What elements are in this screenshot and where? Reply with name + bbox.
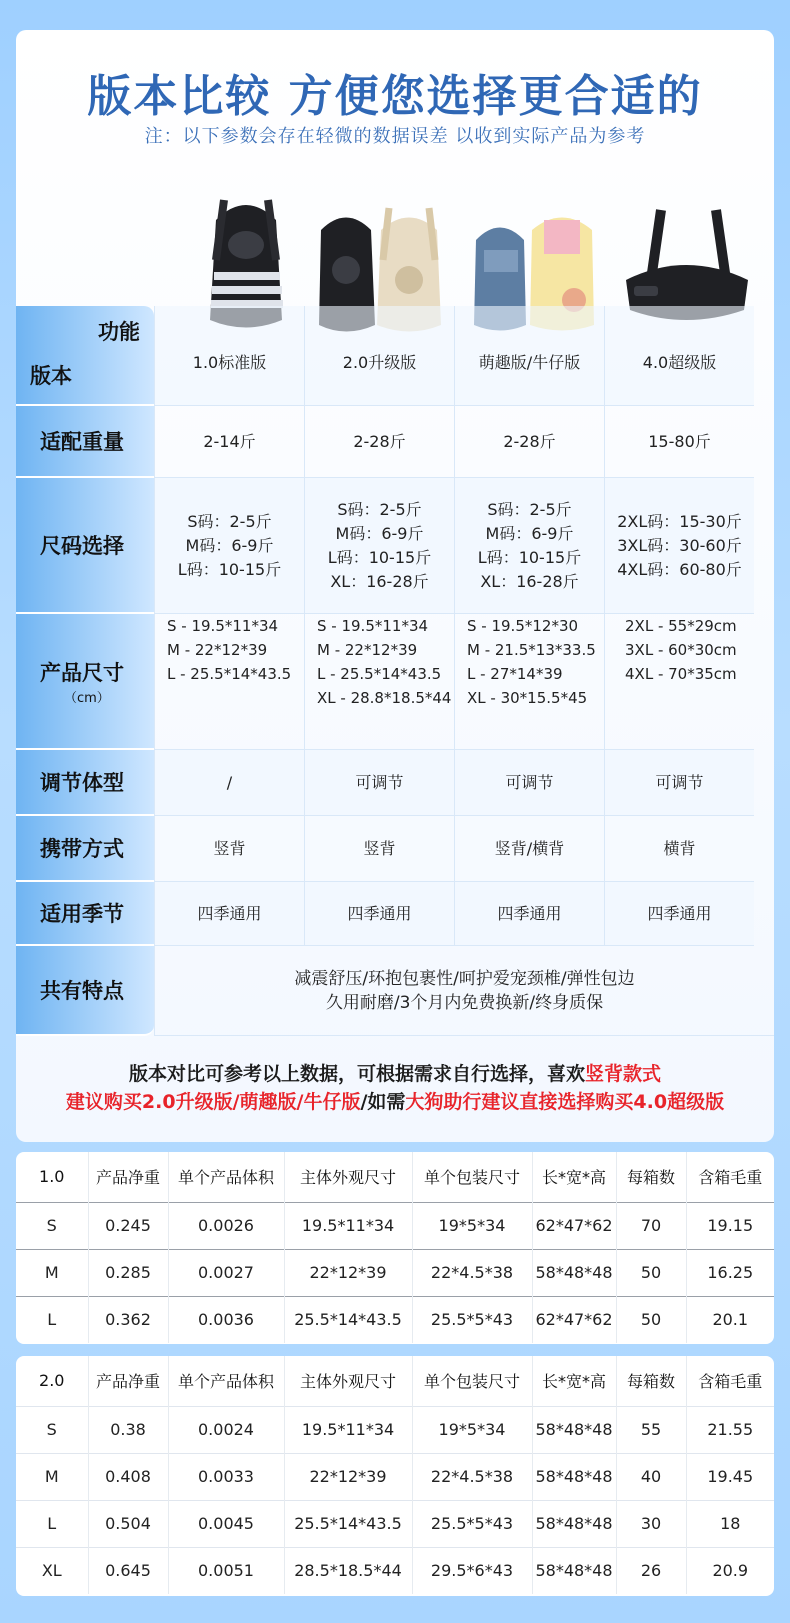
cell: 竖背 bbox=[154, 816, 304, 882]
note-highlight: 建议购买2.0升级版/萌趣版/牛仔版 bbox=[65, 1091, 361, 1113]
spec-cell: 58*48*48 bbox=[532, 1500, 616, 1547]
spec-cell: 25.5*5*43 bbox=[412, 1296, 532, 1343]
cell-line: 2XL码：15-30斤 bbox=[617, 511, 742, 531]
cell bbox=[304, 614, 454, 750]
spec-cell: 0.0026 bbox=[168, 1202, 284, 1249]
cell-line: 3XL码：30-60斤 bbox=[617, 535, 742, 555]
spec-cell: 22*4.5*38 bbox=[412, 1453, 532, 1500]
row-label: 产品尺寸 bbox=[40, 660, 124, 685]
cell-line: L - 25.5*14*43.5 bbox=[317, 665, 442, 683]
spec-header: 主体外观尺寸 bbox=[284, 1152, 412, 1202]
row-carry bbox=[16, 816, 774, 882]
note-text: /如需 bbox=[360, 1091, 406, 1113]
version-name: 2.0升级版 bbox=[304, 306, 454, 406]
row-label: 共有特点 bbox=[16, 946, 154, 1036]
spec-cell: 16.25 bbox=[686, 1249, 774, 1296]
row-season bbox=[16, 882, 774, 946]
spec-cell: S bbox=[16, 1406, 88, 1453]
spec-cell: S bbox=[16, 1202, 88, 1249]
spec-header: 单个产品体积 bbox=[168, 1356, 284, 1406]
spec-cell: 50 bbox=[616, 1249, 686, 1296]
spec-cell: 19*5*34 bbox=[412, 1202, 532, 1249]
spec-cell: 58*48*48 bbox=[532, 1406, 616, 1453]
spec-cell: 25.5*14*43.5 bbox=[284, 1500, 412, 1547]
spec-header: 单个产品体积 bbox=[168, 1152, 284, 1202]
spec-cell: 55 bbox=[616, 1406, 686, 1453]
spec-cell: 70 bbox=[616, 1202, 686, 1249]
common-features bbox=[154, 946, 774, 1036]
cell bbox=[454, 478, 604, 614]
cell-line: S - 19.5*12*30 bbox=[467, 617, 579, 635]
cell-line: M - 22*12*39 bbox=[317, 641, 418, 659]
recommendation-note bbox=[16, 1060, 774, 1116]
spec-version: 2.0 bbox=[39, 1371, 65, 1391]
spec-header: 含箱毛重 bbox=[686, 1356, 774, 1406]
row-sublabel: （cm） bbox=[64, 690, 110, 706]
spec-cell: XL bbox=[16, 1547, 88, 1594]
cell-line: 4XL - 70*35cm bbox=[625, 665, 737, 683]
spec-header-row bbox=[16, 1356, 774, 1406]
cell-line: L码：10-15斤 bbox=[177, 559, 282, 579]
note-highlight: 竖背款式 bbox=[585, 1063, 662, 1085]
spec-header: 长*宽*高 bbox=[532, 1356, 616, 1406]
spec-cell: 0.285 bbox=[88, 1249, 168, 1296]
spec-cell: 0.38 bbox=[88, 1406, 168, 1453]
spec-cell: L bbox=[16, 1296, 88, 1343]
version-name: 1.0标准版 bbox=[154, 306, 304, 406]
spec-cell: 0.0033 bbox=[168, 1453, 284, 1500]
spec-cell: 0.408 bbox=[88, 1453, 168, 1500]
spec-cell: 0.0051 bbox=[168, 1547, 284, 1594]
spec-cell: 58*48*48 bbox=[532, 1453, 616, 1500]
spec-cell: 21.55 bbox=[686, 1406, 774, 1453]
row-size-choice bbox=[16, 478, 774, 614]
version-header-row bbox=[16, 306, 774, 406]
spec-header: 每箱数 bbox=[616, 1152, 686, 1202]
cell bbox=[604, 478, 754, 614]
spec-cell: L bbox=[16, 1500, 88, 1547]
header-corner bbox=[16, 306, 154, 406]
cell-line: S - 19.5*11*34 bbox=[317, 617, 429, 635]
spec-cell: 58*48*48 bbox=[532, 1547, 616, 1594]
cell: 可调节 bbox=[604, 750, 754, 816]
table-row bbox=[16, 1453, 774, 1500]
spec-cell: 0.0045 bbox=[168, 1500, 284, 1547]
spec-cell: 58*48*48 bbox=[532, 1249, 616, 1296]
spec-cell: 62*47*62 bbox=[532, 1296, 616, 1343]
table-row bbox=[16, 1500, 774, 1547]
spec-cell: 19.15 bbox=[686, 1202, 774, 1249]
spec-cell: 0.245 bbox=[88, 1202, 168, 1249]
spec-table-1 bbox=[16, 1152, 774, 1344]
page-subtitle: 注：以下参数会存在轻微的数据误差 以收到实际产品为参考 bbox=[144, 126, 646, 147]
table-row bbox=[16, 1249, 774, 1296]
spec-cell: 0.0036 bbox=[168, 1296, 284, 1343]
cell: 可调节 bbox=[304, 750, 454, 816]
table-row bbox=[16, 1202, 774, 1249]
spec-cell: M bbox=[16, 1249, 88, 1296]
row-label: 尺码选择 bbox=[16, 478, 154, 614]
cell bbox=[304, 478, 454, 614]
spec-header: 含箱毛重 bbox=[686, 1152, 774, 1202]
cell: 四季通用 bbox=[604, 882, 754, 946]
row-label: 适配重量 bbox=[16, 406, 154, 478]
spec-cell: 26 bbox=[616, 1547, 686, 1594]
header-function-label: 功能 bbox=[98, 320, 140, 344]
spec-cell: M bbox=[16, 1453, 88, 1500]
cell: / bbox=[154, 750, 304, 816]
spec-header: 主体外观尺寸 bbox=[284, 1356, 412, 1406]
spec-cell: 0.0027 bbox=[168, 1249, 284, 1296]
cell-line: M - 21.5*13*33.5 bbox=[467, 641, 596, 659]
table-row bbox=[16, 1547, 774, 1594]
table-row bbox=[16, 1406, 774, 1453]
page-title: 版本比较 方便您选择更合适的 bbox=[87, 71, 703, 122]
spec-header: 每箱数 bbox=[616, 1356, 686, 1406]
spec-cell: 22*12*39 bbox=[284, 1249, 412, 1296]
spec-cell: 0.504 bbox=[88, 1500, 168, 1547]
table-row bbox=[16, 1296, 774, 1343]
cell: 15-80斤 bbox=[604, 406, 754, 478]
spec-cell: 19*5*34 bbox=[412, 1406, 532, 1453]
spec-cell: 20.1 bbox=[686, 1296, 774, 1343]
row-adjust bbox=[16, 750, 774, 816]
row-label: 携带方式 bbox=[16, 816, 154, 882]
spec-cell: 0.0024 bbox=[168, 1406, 284, 1453]
cell bbox=[154, 614, 304, 750]
spec-table-2 bbox=[16, 1356, 774, 1596]
cell-line: M码：6-9斤 bbox=[485, 523, 574, 543]
spec-cell: 22*4.5*38 bbox=[412, 1249, 532, 1296]
spec-cell: 25.5*5*43 bbox=[412, 1500, 532, 1547]
spec-cell: 40 bbox=[616, 1453, 686, 1500]
spec-header: 产品净重 bbox=[88, 1356, 168, 1406]
spec-header: 长*宽*高 bbox=[532, 1152, 616, 1202]
cell-line: L码：10-15斤 bbox=[477, 547, 582, 567]
cell-line: M码：6-9斤 bbox=[185, 535, 274, 555]
spec-cell: 20.9 bbox=[686, 1547, 774, 1594]
comparison-card bbox=[16, 30, 774, 1142]
cell-line: 3XL - 60*30cm bbox=[625, 641, 737, 659]
cell: 竖背/横背 bbox=[454, 816, 604, 882]
cell-line: S - 19.5*11*34 bbox=[167, 617, 279, 635]
spec-cell: 19.5*11*34 bbox=[284, 1406, 412, 1453]
note-line-2 bbox=[16, 1088, 774, 1116]
row-label-wrap bbox=[16, 614, 154, 750]
cell-line: M - 22*12*39 bbox=[167, 641, 268, 659]
row-label: 调节体型 bbox=[16, 750, 154, 816]
cell-line: XL - 30*15.5*45 bbox=[467, 689, 588, 707]
common-line: 久用耐磨/3个月内免费换新/终身质保 bbox=[325, 992, 604, 1013]
cell: 2-28斤 bbox=[454, 406, 604, 478]
cell-line: S码：2-5斤 bbox=[487, 499, 572, 519]
row-common bbox=[16, 946, 774, 1036]
cell-line: XL：16-28斤 bbox=[330, 571, 429, 591]
row-weight bbox=[16, 406, 774, 478]
spec-cell: 0.645 bbox=[88, 1547, 168, 1594]
cell: 竖背 bbox=[304, 816, 454, 882]
cell: 四季通用 bbox=[304, 882, 454, 946]
spec-cell: 28.5*18.5*44 bbox=[284, 1547, 412, 1594]
common-line: 减震舒压/环抱包裹性/呵护爱宠颈椎/弹性包边 bbox=[294, 968, 635, 989]
cell-line: L码：10-15斤 bbox=[327, 547, 432, 567]
spec-header: 单个包装尺寸 bbox=[412, 1356, 532, 1406]
cell-line: M码：6-9斤 bbox=[335, 523, 424, 543]
cell-line: XL - 28.8*18.5*44 bbox=[317, 689, 452, 707]
spec-header: 产品净重 bbox=[88, 1152, 168, 1202]
cell-line: 4XL码：60-80斤 bbox=[617, 559, 742, 579]
spec-cell: 29.5*6*43 bbox=[412, 1547, 532, 1594]
cell-line: 2XL - 55*29cm bbox=[625, 617, 737, 635]
spec-cell: 19.5*11*34 bbox=[284, 1202, 412, 1249]
note-highlight: 大狗助行建议直接选择购买4.0超级版 bbox=[405, 1091, 725, 1113]
spec-cell: 0.362 bbox=[88, 1296, 168, 1343]
header-version-label: 版本 bbox=[30, 364, 72, 388]
cell-line: S码：2-5斤 bbox=[337, 499, 422, 519]
spec-cell: 25.5*14*43.5 bbox=[284, 1296, 412, 1343]
cell: 2-28斤 bbox=[304, 406, 454, 478]
row-product-size bbox=[16, 614, 774, 750]
note-line-1 bbox=[16, 1060, 774, 1088]
cell: 四季通用 bbox=[154, 882, 304, 946]
version-name: 4.0超级版 bbox=[604, 306, 754, 406]
cell bbox=[154, 478, 304, 614]
cell-line: XL：16-28斤 bbox=[480, 571, 579, 591]
cell-line: L - 25.5*14*43.5 bbox=[167, 665, 292, 683]
cell bbox=[604, 614, 754, 750]
cell: 四季通用 bbox=[454, 882, 604, 946]
row-label: 适用季节 bbox=[16, 882, 154, 946]
cell-line: S码：2-5斤 bbox=[187, 511, 272, 531]
spec-version: 1.0 bbox=[39, 1167, 65, 1187]
cell: 可调节 bbox=[454, 750, 604, 816]
spec-cell: 50 bbox=[616, 1296, 686, 1343]
spec-cell: 22*12*39 bbox=[284, 1453, 412, 1500]
cell-line: L - 27*14*39 bbox=[467, 665, 563, 683]
version-name: 萌趣版/牛仔版 bbox=[454, 306, 604, 406]
note-text: 版本对比可参考以上数据，可根据需求自行选择，喜欢 bbox=[128, 1063, 585, 1085]
spec-cell: 62*47*62 bbox=[532, 1202, 616, 1249]
cell: 横背 bbox=[604, 816, 754, 882]
spec-cell: 19.45 bbox=[686, 1453, 774, 1500]
cell bbox=[454, 614, 604, 750]
cell: 2-14斤 bbox=[154, 406, 304, 478]
spec-cell: 18 bbox=[686, 1500, 774, 1547]
spec-header-row bbox=[16, 1152, 774, 1202]
spec-cell: 30 bbox=[616, 1500, 686, 1547]
spec-header: 单个包装尺寸 bbox=[412, 1152, 532, 1202]
